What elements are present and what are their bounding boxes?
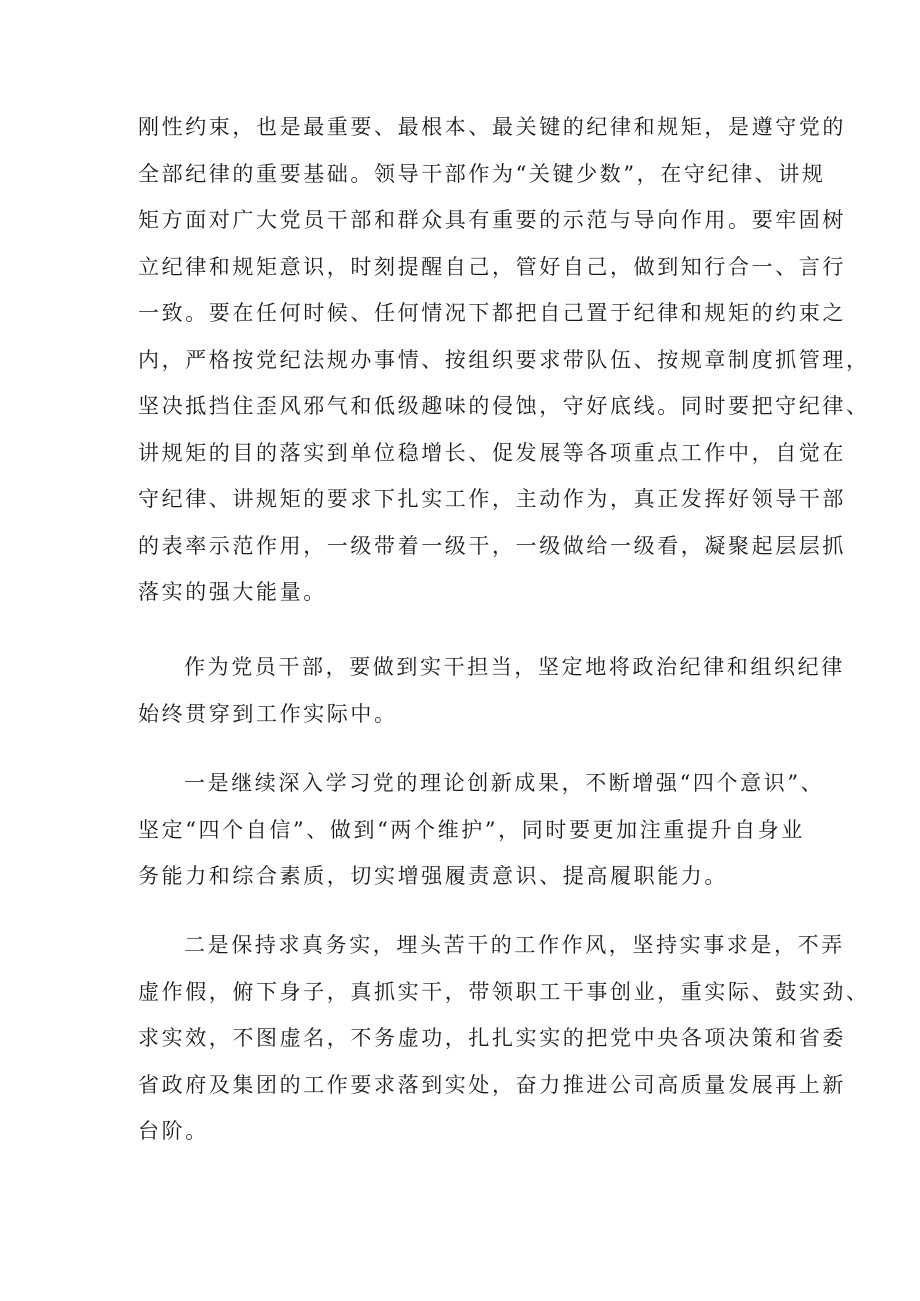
text-line: 虚作假，俯下身子，真抓实干，带领职工干事创业，重实际、鼓实劲、	[138, 979, 870, 1004]
text-line: 作为党员干部，要做到实干担当，坚定地将政治纪律和组织纪律	[184, 655, 845, 679]
paragraph-discipline-rules	[138, 104, 870, 616]
text-line: 守纪律、讲规矩的要求下扎实工作，主动作为，真正发挥好领导干部	[138, 487, 846, 511]
text-line: 的表率示范作用，一级带着一级干，一级做给一级看，凝聚起层层抓	[138, 533, 846, 558]
text-line: 立纪律和规矩意识，时刻提醒自己，管好自己，做到知行合一、言行	[138, 254, 846, 279]
text-line: 矩方面对广大党员干部和群众具有重要的示范与导向作用。要牢固树	[138, 208, 846, 232]
text-line: 坚定“四个自信”、做到“两个维护”，同时要更加注重提升自身业	[138, 817, 805, 842]
text-line: 坚决抵挡住歪风邪气和低级趣味的侵蚀，守好底线。同时要把守纪律、	[138, 394, 870, 418]
text-line: 全部纪律的重要基础。领导干部作为“关键少数”，在守纪律、讲规	[138, 161, 826, 186]
text-line: 讲规矩的目的落实到单位稳增长、促发展等各项重点工作中，自觉在	[138, 440, 846, 465]
paragraph-point-two	[138, 922, 870, 1155]
text-line: 落实的强大能量。	[138, 580, 327, 604]
text-line: 务能力和综合素质，切实增强履责意识、提高履职能力。	[138, 864, 728, 888]
paragraph-point-one	[138, 760, 825, 900]
text-line: 台阶。	[138, 1119, 209, 1143]
text-line: 刚性约束，也是最重要、最根本、最关键的纪律和规矩，是遵守党的	[138, 115, 846, 139]
text-line: 内，严格按党纪法规办事情、按组织要求带队伍、按规章制度抓管理，	[138, 347, 870, 372]
text-line: 省政府及集团的工作要求落到实处，奋力推进公司高质量发展再上新	[138, 1072, 846, 1097]
text-line: 二是保持求真务实，埋头苦干的工作作风，坚持实事求是，不弄	[184, 933, 845, 957]
text-line: 求实效，不图虚名，不务虚功，扎扎实实的把党中央各项决策和省委	[138, 1026, 846, 1050]
text-line: 始终贯穿到工作实际中。	[138, 701, 398, 726]
paragraph-party-cadres	[138, 644, 845, 737]
text-line: 一致。要在任何时候、任何情况下都把自己置于纪律和规矩的约束之	[138, 301, 846, 325]
text-line: 一是继续深入学习党的理论创新成果，不断增强“四个意识”、	[184, 771, 825, 795]
